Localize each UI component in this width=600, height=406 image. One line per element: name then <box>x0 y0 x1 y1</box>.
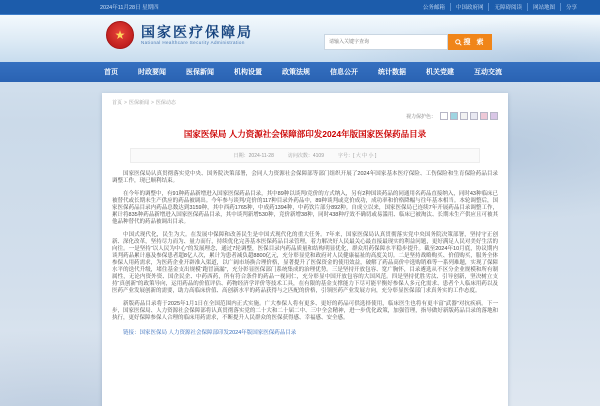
article-paragraph: 新版药品目录将于2025年1月1日在全国范围内正式实施。广大参保人将有更多、更好的药品可供选择使用，临床医生也将有更丰富“武器”对抗疾病。下一步，国家医保局、人力资源社会保障部将认真贯彻落实党的二十大和二十届二中、三中全会精神，进一步优化政策，加强管理，指导做好新版药品目录的落地和执行，更好保障参保人合理的临床用药需求，不断提升人民群众的医保获得感、幸福感、安全感。 <box>112 301 498 321</box>
eye-protection-label: 视力保护色： <box>405 113 436 120</box>
article-title: 国家医保局 人力资源社会保障部印发2024年版国家医保药品目录 <box>183 129 427 139</box>
current-date: 2024年11月28日 星期四 <box>100 5 159 11</box>
breadcrumb-separator: > <box>124 100 127 106</box>
link-official-mail[interactable]: 公务邮箱 <box>422 5 445 11</box>
breadcrumb <box>112 99 498 106</box>
eye-color-swatch[interactable] <box>480 112 488 120</box>
breadcrumb-separator: > <box>150 100 154 106</box>
eye-protection-row <box>112 112 498 120</box>
search-button[interactable] <box>448 34 492 50</box>
nav-policies[interactable]: 政策法规 <box>282 69 310 76</box>
nav-current-politics[interactable]: 时政要闻 <box>138 69 166 76</box>
article-date: 日期：2024-11-28 <box>233 153 274 159</box>
site-title-english: National Healthcare Security Administration <box>141 40 245 45</box>
link-accessibility[interactable]: 无障碍阅读 <box>488 3 527 11</box>
article-body <box>112 171 498 336</box>
nav-home[interactable]: 首页 <box>104 69 118 76</box>
article-card <box>102 93 508 406</box>
search-input[interactable] <box>324 34 448 50</box>
breadcrumb-dynamics[interactable]: 医保动态 <box>155 100 176 106</box>
main-nav <box>0 62 600 82</box>
article-paragraph: 中国式现代化，民生为大。在发展中保障和改善民生是中国式现代化的重大任务。7年来，国家医保局认真贯彻落实党中央国务院决策部署，坚持守正创新、深化改革，坚持尽力而为、量力而行，持续优化完善基本医保药品目录管理，着力解决好人民最关心最直接最现实的利益问题，更好满足人民对美好生活的向往。一是坚持“以人民为中心”的发展理念，通过7轮调整，医保目录内药品质量和结构明显优化，群众用药保障水平稳步提升。截至2024年10月底，协议期内谈判药品累计惠及参保患者超8亿人次，累计为患者减负超8800亿元，充分彰显党和政府对人民健康福祉的高度关切。二是坚持战略购买、价值购买，服务全体参保人用药需求，为医药企业开辟准入渠道，以广阔市场换合理价格，显著提升了医保资金的使用效益，破解了药品高价中选购销难等一系列难题，实现了保障水平的迭代升级，堵住基金支出规模“跑冒滴漏”，充分彰显医保部门系统集成的治理优势。三是坚持开放包容、宽广胸怀，目录遴选从不区分企业规模和所有制属性，无论内资外资、国企民企、中药西药，所有符合条件的药品一视同仁，充分彰显中国开放包容的大国风范。四是坚持优胜劣汰、引导创新，坚决树立支持“真创新”的政策导向，运用药品的价值评估、药物经济学评价等技术工具，在有限的基金支撑能力下尽可能平衡好参保人多元化需求、患者个人临床用药以及医药产业发展创新的需要，助力高临床价值、高创新水平的药品获得与之匹配的价格，引领医药产业发展方向，充分彰显医保部门求真务实的工作态度。 <box>112 232 498 294</box>
link-gov-cn[interactable]: 中国政府网 <box>450 3 489 11</box>
nav-organization[interactable]: 机构设置 <box>234 69 262 76</box>
nav-statistics[interactable]: 统计数据 <box>378 69 406 76</box>
related-document-link[interactable]: 链接：国家医保局 人力资源社会保障部印发2024年版国家医保药品目录 <box>123 330 297 336</box>
eye-color-swatch[interactable] <box>460 112 468 120</box>
search-box <box>324 34 492 50</box>
nav-interaction[interactable]: 互动交流 <box>474 69 502 76</box>
nav-medical-news[interactable]: 医保新闻 <box>186 69 214 76</box>
nav-party-building[interactable]: 机关党建 <box>426 69 454 76</box>
national-emblem-icon: ★ <box>106 21 134 49</box>
eye-color-swatch[interactable] <box>470 112 478 120</box>
font-size-control[interactable]: 字号：[ 大 中 小 ] <box>338 153 377 159</box>
eye-color-swatch[interactable] <box>440 112 448 120</box>
breadcrumb-home[interactable]: 首页 <box>112 100 123 106</box>
site-title: 国家医疗保障局 <box>141 24 253 40</box>
article-paragraph: 在今年的调整中，有91种药品新增进入国家医保药品目录，其中89种以谈判/竞价的方式纳入，另有2种国谈药品的同通用名药品直接纳入，同时43种临床已被替代或长期未生产供应的药品被调出。今年参与谈判/竞价的117种目录外药品中，89种谈判或竞价成功，成功率和价格降幅与往年基本相当。本轮调整后，国家医保药品目录内药品总数达到3159种，其中西药1765种，中成药1394种，中药饮片部分892种。自成立以来，国家医保局已连续7年开展药品目录调整工作，累计将835种药品新增进入国家医保药品目录，其中谈判新增530种，竞价新增38种，同时438种疗效不确切或易滥用、临床已被淘汰、长期未生产供应且可被其他品种替代的药品被调出目录。 <box>112 191 498 225</box>
article-paragraph: 国家医保局认真贯彻落实党中央、国务院决策部署，会同人力资源社会保障部等部门组织开展了2024年国家基本医疗保险、工伤保险和生育保险药品目录调整工作，现已顺利结束。 <box>112 171 498 184</box>
link-share[interactable]: 分享 <box>560 3 582 11</box>
top-utility-bar <box>0 0 600 15</box>
eye-color-swatch[interactable] <box>490 112 498 120</box>
article-visits: 访问次数：4109 <box>287 153 324 159</box>
site-brand <box>106 21 253 49</box>
link-sitemap[interactable]: 网站地图 <box>527 3 560 11</box>
nav-info-disclosure[interactable]: 信息公开 <box>330 69 358 76</box>
site-banner <box>0 15 600 62</box>
breadcrumb-news[interactable]: 医保新闻 <box>128 100 149 106</box>
search-icon <box>455 39 462 46</box>
article-meta-bar <box>130 148 480 163</box>
eye-color-swatch[interactable] <box>450 112 458 120</box>
utility-links <box>418 3 582 11</box>
search-button-label: 搜 索 <box>463 39 486 46</box>
